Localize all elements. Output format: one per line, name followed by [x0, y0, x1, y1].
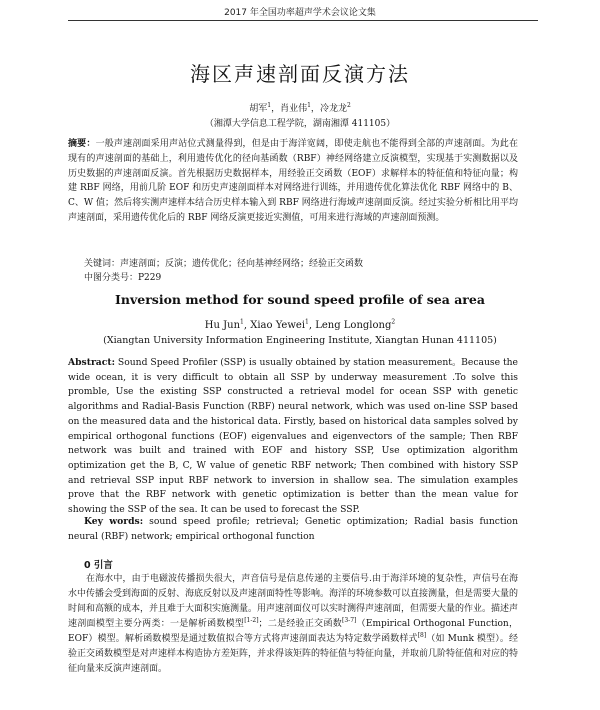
introduction-paragraph [68, 572, 518, 677]
title-chinese: 海区声速剖面反演方法 [190, 62, 410, 86]
keywords-text-english: sound speed profile; retrieval; Genetic optimization; Radial basis function neural (RBF) network; empirical orthogonal function [68, 516, 518, 542]
abstract-text-english: Sound Speed Profiler (SSP) is usually obtained by station measurement。Because the wide ocean, it is very difficult to obtain all SSP by underway measurement .To solve this promble, Use the existing SSP constructed a retrieval model for ocean SSP with genetic algorithms and Radial-Basis Function (RBF) neural network, which was used on-line SSP based on the measured data and the historical data. Firstly, based on historical data samples solved by empirical orthogonal functions (EOF) eigenvalues and eigenvectors of the sample; Then RBF network was built and trained with EOF and history SSP, Use optimization algorithm optimization get the B, C, W value of genetic RBF network; Then combined with history SSP and retrieval SSP input RBF network to inversion in shallow sea. The simulation examples prove that the RBF network with genetic optimization is better than the mean value for showing the SSP of the sea. It can be used to forecast the SSP. [68, 357, 518, 516]
abstract-label-english: Abstract: [68, 357, 115, 368]
author-3-mark: 2 [346, 102, 351, 109]
author-2: 肖业伟 [280, 104, 308, 114]
author-3-en: , Leng Longlong [308, 320, 392, 331]
authors-chinese [0, 101, 600, 114]
title-english: Inversion method for sound speed profile of sea area [115, 292, 485, 307]
authors-english [0, 320, 600, 331]
keywords-label-english: Key words: [84, 516, 144, 527]
intro-text: ；二是经验正交函数 [258, 619, 343, 629]
intro-text: （Empirical Orthogonal Function，EOF）模型。解析函数模型是通过数值拟合等方式将声速剖面表达为特定数学函数样式 [68, 619, 518, 644]
keywords-chinese: 关键词：声速剖面；反演；遗传优化；径向基神经网络；经验正交函数 [84, 259, 364, 269]
intro-text: 在海水中，由于电磁波传播损失很大，声音信号是信息传递的主要信号.由于海洋环境的复杂性，声信号在海水中传播会受到海面的反射、海底反射以及声速剖面特性等影响。海洋的环境参数可以直接测量，但是需要大量的时间和高额的成本，并且难于大面积实施测量。用声速剖面仪可以实时测得声速剖面，但需要大量的作业。描述声速剖面模型主要分两类：一是解析函数模型 [68, 574, 519, 629]
author-3-en-mark: 2 [391, 318, 396, 326]
classification-number: 中图分类号：P229 [84, 273, 162, 283]
author-1-en: Hu Jun [204, 320, 241, 331]
section-heading-introduction: 0 引言 [84, 560, 113, 571]
author-1-en-mark: 1 [240, 318, 244, 326]
running-header: 2017 年全国功率超声学术会议论文集 [224, 8, 376, 18]
author-2-mark: 1 [307, 102, 311, 109]
author-2-en: , Xiao Yewei [243, 320, 306, 331]
abstract-text-chinese: 一般声速剖面采用声站位式测量得到，但是由于海洋宽阔，即使走航也不能得到全部的声速剖面。为此在现有的声速剖面的基础上，利用遗传优化的径向基函数（RBF）神经网络建立反演模型，实现基于实测数据以及历史数据的声速剖面反演。首先根据历史数据样本，用经验正交函数（EOF）求解样本的特征值和特征向量；构建 RBF 网络，用前几阶 EOF 和历史声速剖面样本对网络进行训练，并用遗传优化算法优化 RBF 网络中的 B、C、W 值；然后将实测声速样本结合历史样本输入到 RBF 网络进行海域声速剖面反演。经过实验分析相比用平均声速剖面，采用遗传优化后的 RBF 网络反演更接近实测值，可用来进行海域的声速剖面预测。 [68, 139, 518, 223]
keywords-english [68, 514, 518, 544]
author-2-en-mark: 1 [305, 318, 309, 326]
citation: [3-7] [342, 617, 357, 624]
author-separator: ， [271, 104, 281, 114]
author-3: 冷龙龙 [319, 104, 347, 114]
author-1: 胡军 [249, 104, 268, 114]
header-rule [68, 20, 538, 21]
author-separator: ， [310, 104, 320, 114]
affiliation-chinese: （湘潭大学信息工程学院，湖南湘潭 411105） [204, 119, 396, 129]
abstract-chinese [68, 137, 518, 226]
intro-text: （如 Munk 模型）。经验正交函数模型是对声速样本构造协方差矩阵，并求得该矩阵的特征值与特征向量，并取前几阶特征值和对应的特征向量来反演声速剖面。 [68, 634, 519, 674]
citation: [8] [417, 632, 427, 639]
abstract-english [68, 356, 518, 518]
citation: [1-2] [244, 617, 259, 624]
abstract-label-chinese: 摘要： [68, 139, 96, 149]
affiliation-english: (Xiangtan University Information Engineering Institute, Xiangtan Hunan 411105) [103, 335, 497, 346]
author-1-mark: 1 [267, 102, 272, 109]
